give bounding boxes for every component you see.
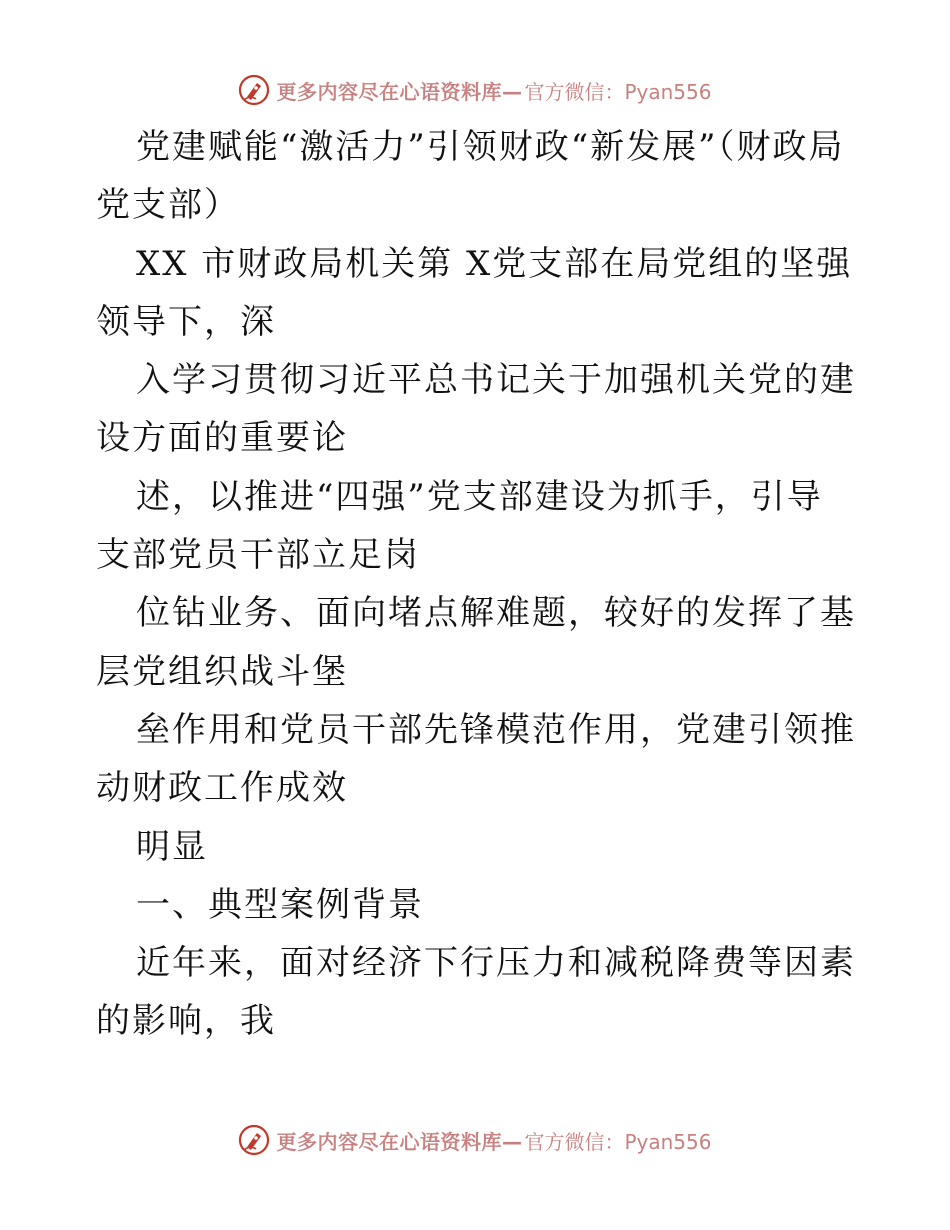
footer-banner (0, 1120, 950, 1160)
paragraph: 垒作用和党员干部先锋模范作用，党建引领推动财政工作成效 (96, 709, 856, 809)
header-banner (0, 70, 950, 110)
pen-nib-logo-icon (238, 1124, 270, 1156)
paragraph: 明显 (136, 826, 208, 867)
paragraph: 入学习贯彻习近平总书记关于加强机关党的建设方面的重要论 (96, 360, 856, 459)
header-banner-text: 更多内容尽在心语资料库— (276, 79, 523, 104)
paragraph: 位钻业务、面向堵点解难题，较好的发挥了基层党组织战斗堡 (96, 593, 856, 692)
document-title: 党建赋能“激活力”引领财政“新发展”（财政局党支部） (96, 127, 845, 226)
section-heading: 一、典型案例背景 (136, 884, 424, 925)
document-body (96, 118, 856, 1051)
header-wechat-text: 官方微信：Pyan556 (524, 79, 712, 104)
footer-banner-text: 更多内容尽在心语资料库— (276, 1129, 523, 1154)
paragraph: XX 市财政局机关第 X党支部在局党组的坚强领导下，深 (96, 243, 853, 342)
pen-nib-logo-icon (238, 74, 270, 106)
paragraph: 述，以推进“四强”党支部建设为抓手，引导支部党员干部立足岗 (96, 476, 823, 576)
paragraph: 近年来，面对经济下行压力和减税降费等因素的影响，我 (96, 943, 856, 1042)
footer-wechat-text: 官方微信：Pyan556 (524, 1129, 712, 1154)
